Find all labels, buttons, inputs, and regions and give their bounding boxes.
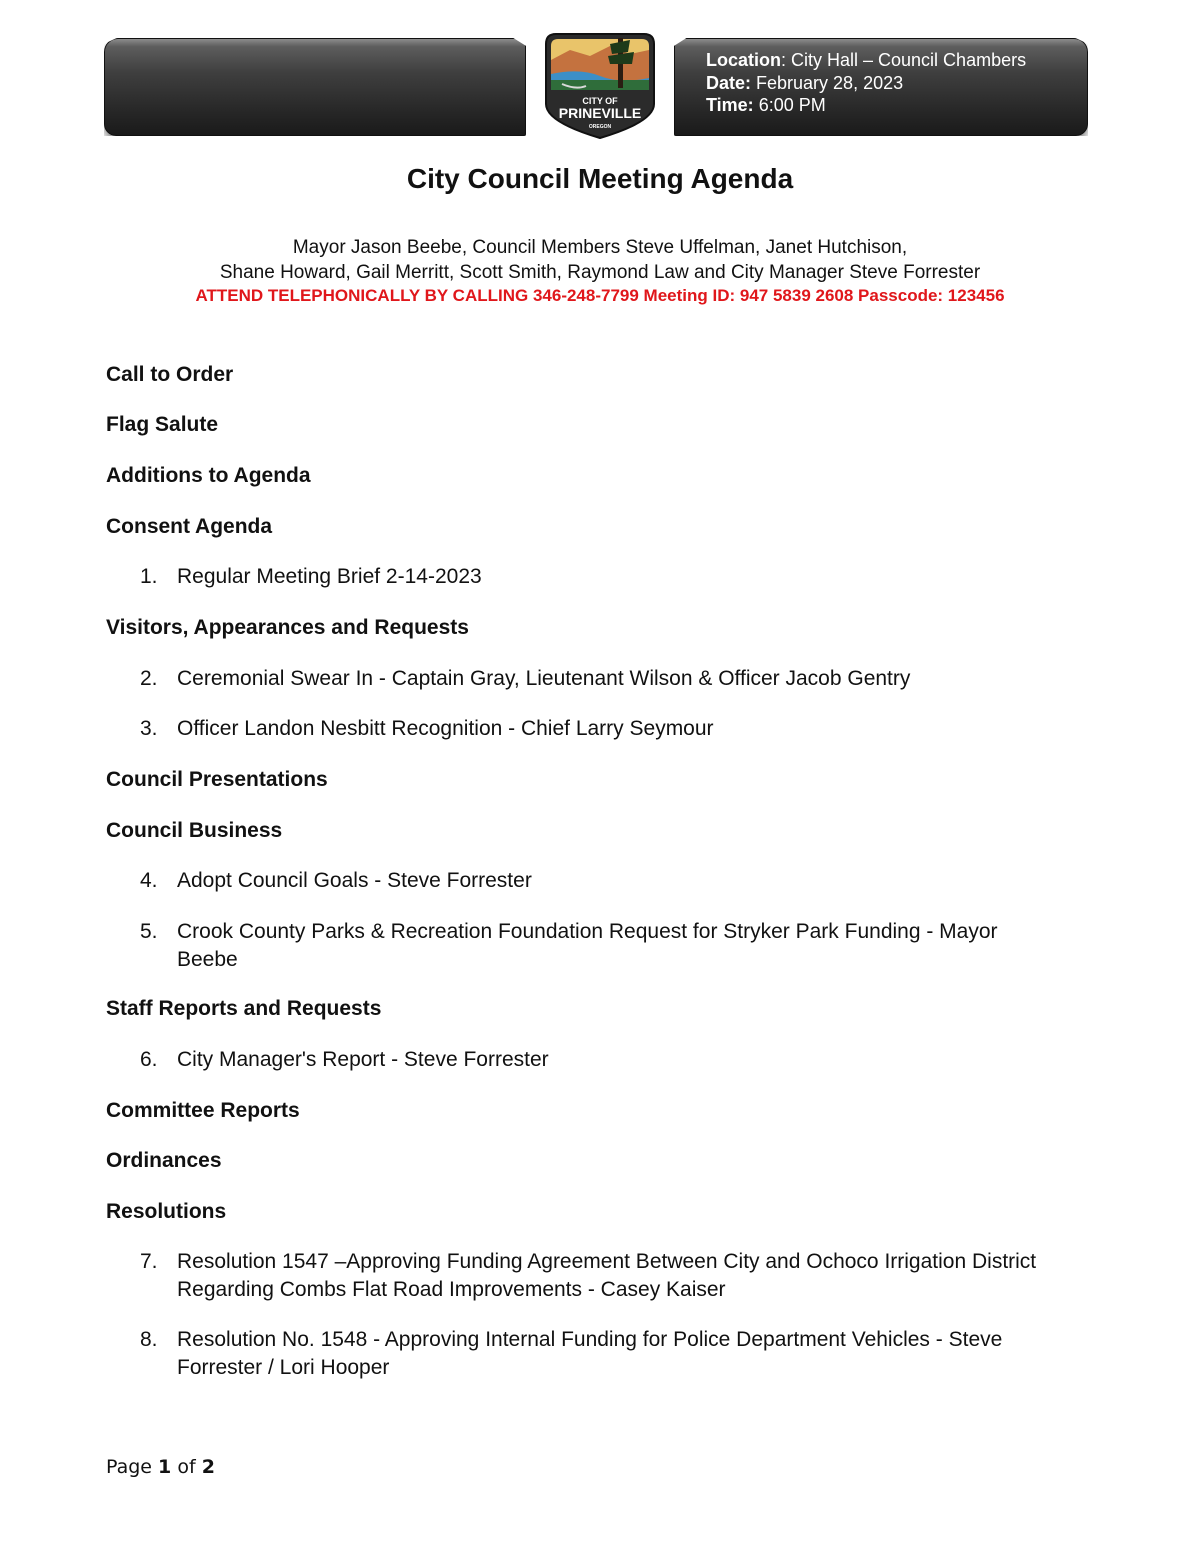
item-number: 3. bbox=[140, 717, 158, 740]
item-number: 4. bbox=[140, 869, 158, 892]
item-text: Crook County Parks & Recreation Foundation Request for Stryker Park Funding - Mayor Beebe bbox=[177, 920, 998, 971]
date-value: February 28, 2023 bbox=[751, 72, 904, 93]
agenda-item-5 bbox=[140, 918, 1060, 974]
agenda-item-6 bbox=[140, 1046, 1060, 1074]
location-row bbox=[706, 49, 1026, 72]
section-council-presentations: Council Presentations bbox=[106, 768, 328, 791]
header-banner-left bbox=[104, 38, 526, 136]
item-text: Resolution 1547 –Approving Funding Agreement Between City and Ochoco Irrigation District Regarding Combs Flat Road Improvements - Casey Kaiser bbox=[177, 1250, 1037, 1301]
section-additions-to-agenda: Additions to Agenda bbox=[106, 464, 311, 487]
time-label: Time: bbox=[706, 95, 754, 115]
phone-notice: ATTEND TELEPHONICALLY BY CALLING 346-248-7799 Meeting ID: 947 5839 2608 Passcode: 123456 bbox=[195, 286, 1005, 305]
page-current: 1 bbox=[158, 1456, 172, 1478]
logo-line1: CITY OF bbox=[582, 96, 618, 106]
agenda-item-7 bbox=[140, 1248, 1060, 1304]
item-number: 2. bbox=[140, 667, 158, 690]
attendees-line-1: Mayor Jason Beebe, Council Members Steve Uffelman, Janet Hutchison, bbox=[292, 237, 908, 258]
agenda-item-1 bbox=[140, 563, 1060, 591]
agenda-item-2 bbox=[140, 665, 1060, 693]
time-value: 6:00 PM bbox=[753, 95, 826, 115]
attendees-line-2: Shane Howard, Gail Merritt, Scott Smith, Raymond Law and City Manager Steve Forrester bbox=[219, 262, 981, 283]
section-resolutions: Resolutions bbox=[106, 1200, 227, 1223]
item-text: Resolution No. 1548 - Approving Internal Funding for Police Department Vehicles - Steve Forrester / Lori Hooper bbox=[177, 1328, 1003, 1379]
item-text: Ceremonial Swear In - Captain Gray, Lieutenant Wilson & Officer Jacob Gentry bbox=[177, 667, 911, 690]
item-number: 8. bbox=[140, 1328, 158, 1351]
attendees bbox=[0, 235, 1200, 285]
location-value: : City Hall – Council Chambers bbox=[781, 50, 1027, 70]
page-total: 2 bbox=[201, 1456, 215, 1478]
section-ordinances: Ordinances bbox=[106, 1149, 222, 1172]
item-text: Regular Meeting Brief 2-14-2023 bbox=[177, 565, 482, 588]
page-word: Page bbox=[106, 1456, 159, 1478]
section-call-to-order: Call to Order bbox=[106, 363, 234, 386]
meeting-details bbox=[706, 49, 1026, 117]
logo-line3: OREGON bbox=[588, 124, 612, 130]
logo-line2: PRINEVILLE bbox=[558, 105, 642, 121]
section-flag-salute: Flag Salute bbox=[106, 413, 219, 436]
page-title: City Council Meeting Agenda bbox=[406, 163, 794, 194]
city-of-prineville-logo bbox=[540, 30, 660, 142]
section-visitors: Visitors, Appearances and Requests bbox=[106, 616, 469, 639]
location-label: Location bbox=[706, 50, 781, 70]
agenda-item-4 bbox=[140, 867, 1060, 895]
of-word: of bbox=[171, 1456, 202, 1478]
item-number: 7. bbox=[140, 1250, 158, 1273]
time-row bbox=[706, 94, 1026, 117]
item-number: 6. bbox=[140, 1048, 158, 1071]
date-row bbox=[706, 72, 1026, 95]
agenda-item-3 bbox=[140, 715, 1060, 743]
date-label: Date: bbox=[706, 72, 752, 93]
section-consent-agenda: Consent Agenda bbox=[106, 515, 273, 538]
item-text: Officer Landon Nesbitt Recognition - Chief Larry Seymour bbox=[177, 717, 714, 740]
item-number: 1. bbox=[140, 565, 158, 588]
item-text: City Manager's Report - Steve Forrester bbox=[177, 1048, 549, 1071]
section-staff-reports: Staff Reports and Requests bbox=[106, 997, 382, 1020]
agenda-item-8 bbox=[140, 1326, 1060, 1382]
item-text: Adopt Council Goals - Steve Forrester bbox=[177, 869, 532, 892]
page-number bbox=[106, 1456, 215, 1478]
item-number: 5. bbox=[140, 920, 158, 943]
section-committee-reports: Committee Reports bbox=[106, 1099, 300, 1122]
section-council-business: Council Business bbox=[106, 819, 283, 842]
